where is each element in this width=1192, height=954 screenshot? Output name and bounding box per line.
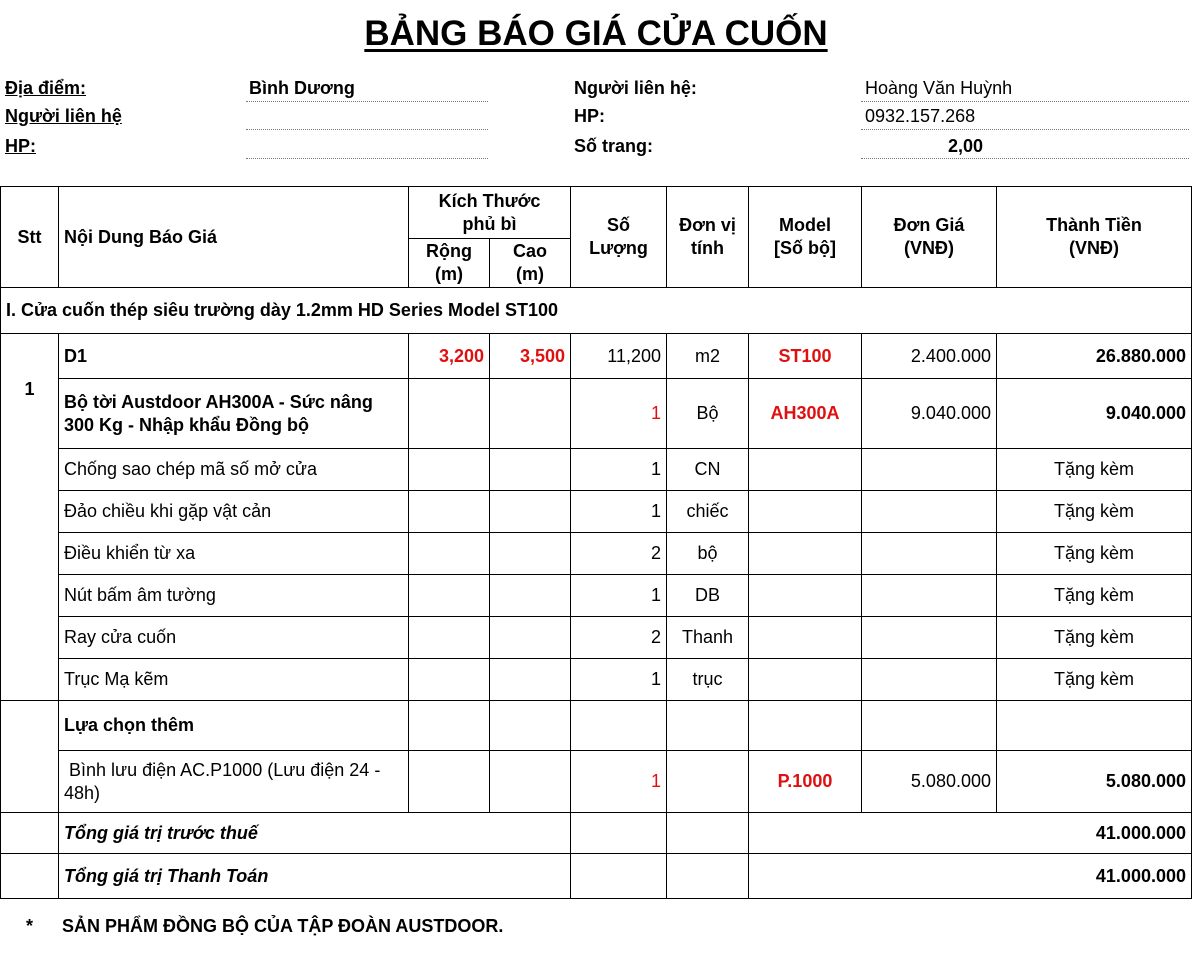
grand-total-row (1, 854, 1192, 899)
gift-unit: CN (667, 449, 749, 491)
gift-qty: 1 (571, 449, 667, 491)
header-unit: Đơn vị tính (667, 187, 749, 288)
subtotal-row (1, 813, 1192, 854)
header-model: Model [Số bộ] (749, 187, 862, 288)
ups-model: P.1000 (749, 751, 862, 813)
pages-label: Số trang: (574, 136, 653, 156)
ups-total: 5.080.000 (997, 751, 1192, 813)
gift-name: Ray cửa cuốn (59, 617, 409, 659)
gift-unit: bộ (667, 533, 749, 575)
gift-total: Tặng kèm (997, 449, 1192, 491)
right-hp-dotted-line (861, 129, 1189, 130)
motor-name: Bộ tời Austdoor AH300A - Sức nâng 300 Kg - Nhập khẩu Đồng bộ (59, 379, 409, 449)
header-content: Nội Dung Báo Giá (59, 187, 409, 288)
section-row (1, 288, 1192, 334)
options-stt (1, 701, 59, 813)
subtotal-label: Tổng giá trị trước thuế (59, 813, 571, 854)
gift-total: Tặng kèm (997, 491, 1192, 533)
pages-value: 2,00 (948, 136, 984, 156)
hp-dotted-line (246, 158, 488, 159)
footer-bullet: * (26, 916, 34, 936)
ups-row (1, 751, 1192, 813)
gift-name: Chống sao chép mã số mở cửa (59, 449, 409, 491)
right-contact-value: Hoàng Văn Huỳnh (865, 78, 1013, 98)
right-contact-label: Người liên hệ: (574, 78, 697, 98)
ups-price: 5.080.000 (862, 751, 997, 813)
motor-width (409, 379, 490, 449)
location-dotted-line (246, 101, 488, 102)
door-name: D1 (59, 334, 409, 379)
gift-total: Tặng kèm (997, 533, 1192, 575)
header-qty: Số Lượng (571, 187, 667, 288)
options-row (1, 701, 1192, 751)
motor-height (490, 379, 571, 449)
gift-name: Trục Mạ kẽm (59, 659, 409, 701)
motor-row (1, 379, 1192, 449)
gift-name: Điều khiển từ xa (59, 533, 409, 575)
door-qty: 11,200 (571, 334, 667, 379)
table-row (1, 533, 1192, 575)
gift-unit: trục (667, 659, 749, 701)
table-row (1, 575, 1192, 617)
motor-qty: 1 (571, 379, 667, 449)
table-row (1, 491, 1192, 533)
gift-qty: 2 (571, 617, 667, 659)
motor-model: AH300A (749, 379, 862, 449)
group-stt: 1 (1, 334, 59, 701)
door-price: 2.400.000 (862, 334, 997, 379)
door-row (1, 334, 1192, 379)
door-width: 3,200 (409, 334, 490, 379)
gift-qty: 1 (571, 659, 667, 701)
gift-qty: 1 (571, 491, 667, 533)
page-title: BẢNG BÁO GIÁ CỬA CUỐN (364, 14, 828, 53)
door-total: 26.880.000 (997, 334, 1192, 379)
gift-total: Tặng kèm (997, 575, 1192, 617)
right-hp-value: 0932.157.268 (865, 106, 976, 126)
header-row-1 (1, 187, 1192, 239)
motor-price: 9.040.000 (862, 379, 997, 449)
gift-name: Nút bấm âm tường (59, 575, 409, 617)
door-model: ST100 (749, 334, 862, 379)
contact-dotted-line (246, 129, 488, 130)
motor-unit: Bộ (667, 379, 749, 449)
gift-name: Đảo chiều khi gặp vật cản (59, 491, 409, 533)
ups-qty: 1 (571, 751, 667, 813)
quote-table (0, 186, 1192, 899)
location-value: Bình Dương (249, 78, 355, 98)
footer-note: SẢN PHẨM ĐỒNG BỘ CỦA TẬP ĐOÀN AUSTDOOR. (62, 916, 504, 936)
grand-total-value: 41.000.000 (749, 854, 1192, 899)
gift-qty: 2 (571, 533, 667, 575)
gift-total: Tặng kèm (997, 659, 1192, 701)
table-row (1, 659, 1192, 701)
header-size: Kích Thước phủ bì (409, 187, 571, 239)
header-stt: Stt (1, 187, 59, 288)
table-row (1, 617, 1192, 659)
ups-name: Bình lưu điện AC.P1000 (Lưu điện 24 - 48h) (59, 751, 409, 813)
table-row (1, 449, 1192, 491)
gift-unit: DB (667, 575, 749, 617)
location-label: Địa điểm: (5, 78, 87, 98)
gift-unit: Thanh (667, 617, 749, 659)
hp-label: HP: (5, 136, 36, 156)
right-contact-dotted-line (861, 101, 1189, 102)
motor-total: 9.040.000 (997, 379, 1192, 449)
grand-total-label: Tổng giá trị Thanh Toán (59, 854, 571, 899)
door-unit: m2 (667, 334, 749, 379)
header-height: Cao (m) (490, 239, 571, 288)
options-title: Lựa chọn thêm (59, 701, 409, 751)
gift-total: Tặng kèm (997, 617, 1192, 659)
gift-qty: 1 (571, 575, 667, 617)
gift-unit: chiếc (667, 491, 749, 533)
right-hp-label: HP: (574, 106, 605, 126)
section-title: I. Cửa cuốn thép siêu trường dày 1.2mm HD Series Model ST100 (1, 288, 1192, 334)
header-total: Thành Tiền (VNĐ) (997, 187, 1192, 288)
pages-dotted-line (861, 158, 1189, 159)
header-width: Rộng (m) (409, 239, 490, 288)
header-price: Đơn Giá (VNĐ) (862, 187, 997, 288)
door-height: 3,500 (490, 334, 571, 379)
ups-unit (667, 751, 749, 813)
contact-label: Người liên hệ (5, 106, 122, 126)
subtotal-value: 41.000.000 (749, 813, 1192, 854)
